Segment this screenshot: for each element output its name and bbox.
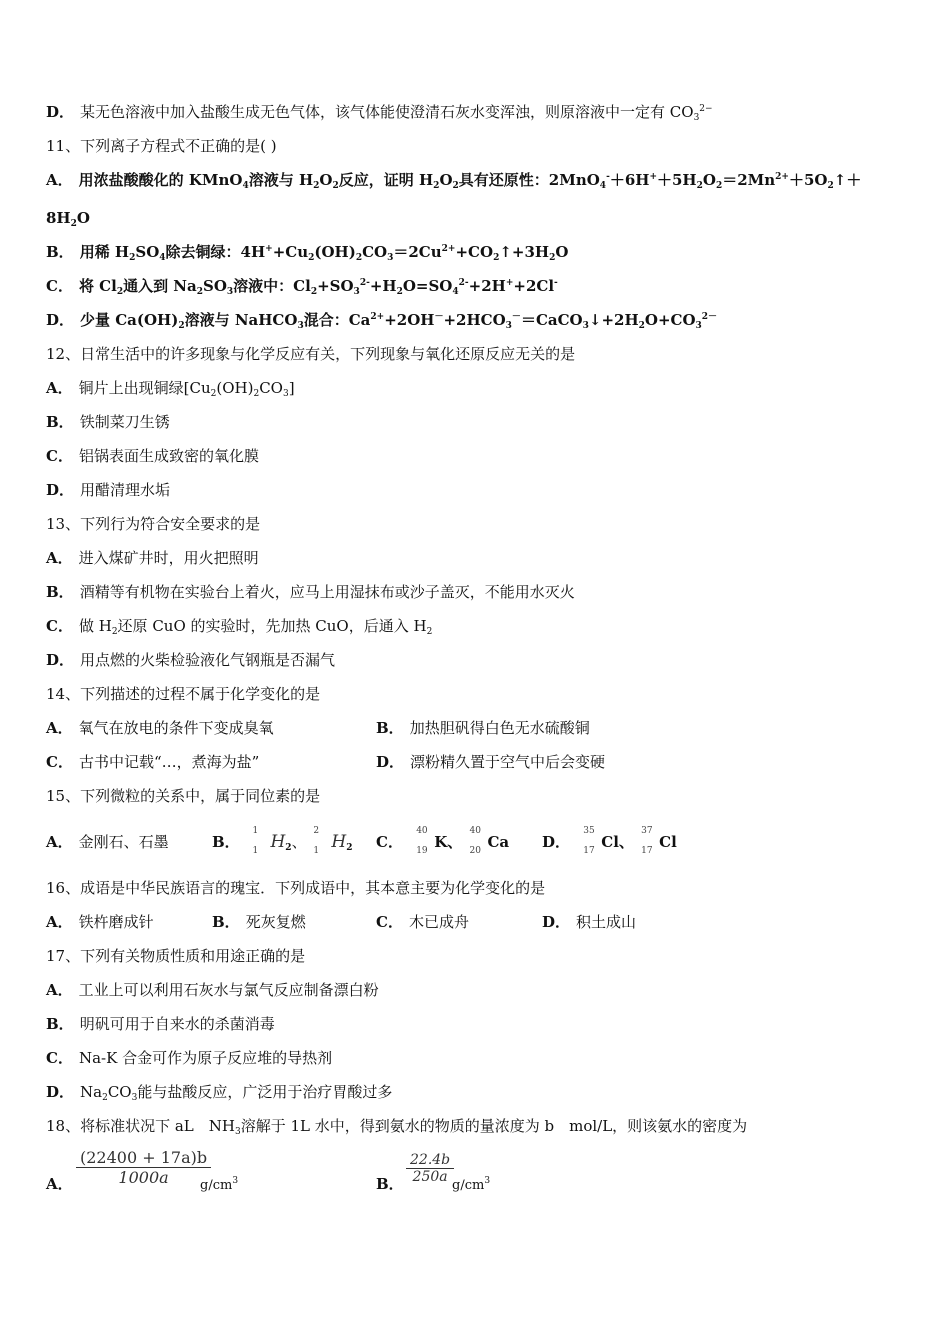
q18-option-b-fraction: 22.4b 250a [406,1152,454,1185]
q16-option-b: B． 死灰复燃 [212,913,306,931]
q14-option-b: B． 加热胆矾得白色无水硫酸铜 [376,719,590,737]
q13-option-a: A． 进入煤矿井时，用火把照明 [46,549,259,567]
q16-option-a: A． 铁杵磨成针 [46,913,154,931]
q16-stem: 16、成语是中华民族语言的瑰宝．下列成语中，其本意主要为化学变化的是 [46,879,546,897]
q15-stem: 15、下列微粒的关系中，属于同位素的是 [46,787,321,805]
q13-option-c: C． 做 $H_2$还原 CuO 的实验时，先加热 CuO，后通入 $H_2$ [46,617,433,637]
q14-stem: 14、下列描述的过程不属于化学变化的是 [46,685,321,703]
q18-option-a-fraction: (22400 + 17a)b 1000a [76,1148,211,1187]
q11-stem: 11、下列离子方程式不正确的是( ) [46,137,277,155]
q11-option-d: D． 少量 $Ca(OH)_2$溶液与 NaHCO$_3$混合：$Ca^{2+}+2OH^-+2HCO_3^-=CaCO_3↓+2H_2O+CO_3^{2-}$ [46,311,718,331]
q12-stem: 12、日常生活中的许多现象与化学反应有关，下列现象与氧化还原反应无关的是 [46,345,576,363]
q11-option-c: C． 将 $Cl_2$通入到 $Na_2SO_3$溶液中：$Cl_2+SO_3^{2-}+H_2O=SO_4^{2-}+2H^++2Cl^-$ [46,277,558,297]
q10-option-d: D． 某无色溶液中加入盐酸生成无色气体，该气体能使澄清石灰水变浑浊，则原溶液中一定有 $CO_3^{2-}$ [46,103,713,123]
q11-option-a: A． 用浓盐酸酸化的 KMnO$_4$溶液与 $H_2O_2$反应，证明 $H_2O_2$具有还原性：$2MnO_4^-+6H^++5H_2O_2=2Mn^{2+}+5O_2↑+$ [46,171,862,191]
q16-option-c: C． 木已成舟 [376,913,469,931]
q14-option-c: C． 古书中记载“…，煮海为盐” [46,753,260,771]
q18-option-a-label: A． [46,1175,73,1193]
q17-option-d: D． $Na_2CO_3$能与盐酸反应，广泛用于治疗胃酸过多 [46,1083,393,1103]
q18-option-b-unit: $g/cm^3$ [452,1176,491,1193]
q17-option-c: C． Na-K 合金可作为原子反应堆的导热剂 [46,1049,333,1067]
q14-option-a: A． 氧气在放电的条件下变成臭氧 [46,719,274,737]
q17-option-b: B． 明矾可用于自来水的杀菌消毒 [46,1015,275,1033]
q15-option-b: B． 1 1 $H_2$、 2 1 $H_2$ [212,826,353,856]
q15-option-c: C． 40 19 K、 40 20 Ca [376,826,510,856]
q13-option-d: D． 用点燃的火柴检验液化气钢瓶是否漏气 [46,651,336,669]
option-label: D． [46,103,75,121]
q15-option-a: A． 金刚石、石墨 [46,833,169,851]
q13-option-b: B． 酒精等有机物在实验台上着火，应马上用湿抹布或沙子盖灭，不能用水灭火 [46,583,575,601]
q18-option-a-unit: $g/cm^3$ [200,1176,239,1193]
q11-option-b: B． 用稀 $H_2SO_4$除去铜绿：$4H^++Cu_2(OH)_2CO_3=2Cu^{2+}+CO_2↑+3H_2O$ [46,243,569,263]
q11-option-a-cont: $8H_2O$ [46,209,90,229]
option-text: 某无色溶液中加入盐酸生成无色气体，该气体能使澄清石灰水变浑浊，则原溶液中一定有 CO [80,103,694,121]
q12-option-d: D． 用醋清理水垢 [46,481,171,499]
q17-stem: 17、下列有关物质性质和用途正确的是 [46,947,306,965]
q14-option-d: D． 漂粉精久置于空气中后会变硬 [376,753,606,771]
q18-option-b-label: B． [376,1175,404,1193]
q13-stem: 13、下列行为符合安全要求的是 [46,515,261,533]
q12-option-a: A． 铜片上出现铜绿$[Cu_2(OH)_2CO_3]$ [46,379,295,399]
q17-option-a: A． 工业上可以利用石灰水与氯气反应制备漂白粉 [46,981,379,999]
q12-option-b: B． 铁制菜刀生锈 [46,413,170,431]
q16-option-d: D． 积土成山 [542,913,637,931]
q15-option-d: D． 35 17 Cl、 37 17 Cl [542,826,677,856]
q12-option-c: C． 铝锅表面生成致密的氧化膜 [46,447,259,465]
q18-stem: 18、将标准状况下 aL $NH_3$溶解于 1L 水中，得到氨水的物质的量浓度为 b mol/L，则该氨水的密度为 [46,1117,748,1137]
